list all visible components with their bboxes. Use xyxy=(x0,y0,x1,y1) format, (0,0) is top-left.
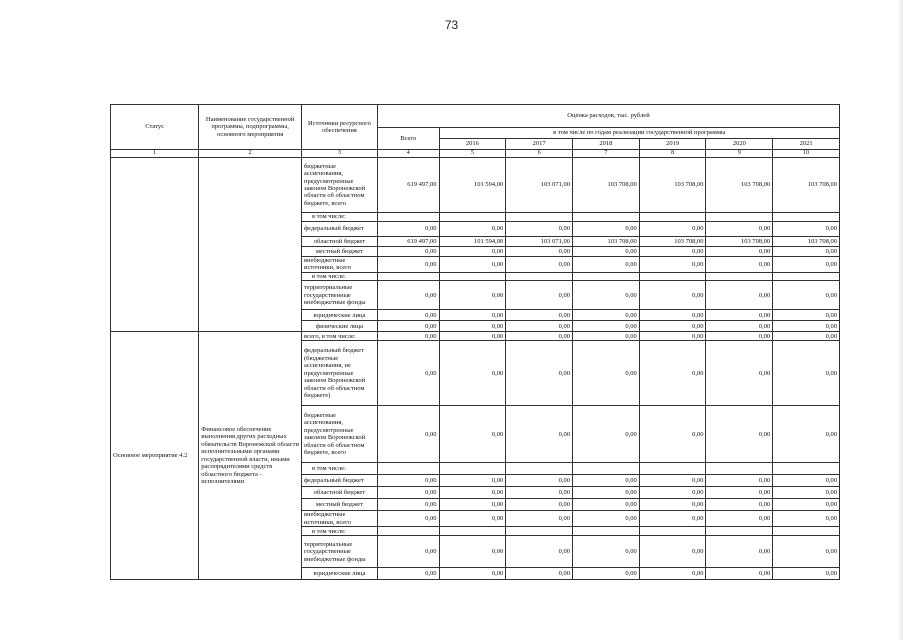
year-value-cell: 0,00 xyxy=(573,536,640,568)
total-cell: 0,00 xyxy=(377,247,439,257)
year-value-cell: 0,00 xyxy=(506,568,573,580)
year-value-cell: 0,00 xyxy=(573,487,640,499)
year-value-cell: 0,00 xyxy=(639,475,706,487)
year-value-cell: 0,00 xyxy=(773,475,840,487)
column-number: 3 xyxy=(301,150,377,158)
year-value-cell: 0,00 xyxy=(639,281,706,310)
total-cell xyxy=(377,527,439,536)
header-year: 2017 xyxy=(506,139,573,150)
year-value-cell: 0,00 xyxy=(506,499,573,511)
year-value-cell: 0,00 xyxy=(439,310,506,321)
year-value-cell: 0,00 xyxy=(706,222,773,237)
year-value-cell: 0,00 xyxy=(506,222,573,237)
budget-table xyxy=(110,104,840,580)
year-value-cell: 0,00 xyxy=(773,568,840,580)
year-value-cell: 0,00 xyxy=(573,281,640,310)
year-value-cell: 0,00 xyxy=(639,487,706,499)
year-value-cell: 0,00 xyxy=(573,475,640,487)
source-cell: в том числе: xyxy=(301,463,377,475)
year-value-cell: 101 594,00 xyxy=(439,237,506,247)
total-cell: 619 497,00 xyxy=(377,158,439,213)
year-value-cell: 0,00 xyxy=(506,536,573,568)
total-cell: 0,00 xyxy=(377,281,439,310)
year-value-cell: 0,00 xyxy=(639,222,706,237)
total-cell: 0,00 xyxy=(377,257,439,273)
header-by-years: в том числе по годам реализации государственной программы xyxy=(439,128,839,139)
year-value-cell: 0,00 xyxy=(573,310,640,321)
year-value-cell: 0,00 xyxy=(773,310,840,321)
name-cell xyxy=(199,158,302,332)
header-total: Всего xyxy=(377,128,439,150)
year-value-cell xyxy=(439,463,506,475)
year-value-cell: 0,00 xyxy=(439,536,506,568)
column-number: 4 xyxy=(377,150,439,158)
source-cell: областной бюджет xyxy=(301,487,377,499)
year-value-cell: 0,00 xyxy=(639,310,706,321)
status-cell xyxy=(111,158,199,332)
year-value-cell: 0,00 xyxy=(506,511,573,527)
header-year: 2020 xyxy=(706,139,773,150)
total-cell: 0,00 xyxy=(377,341,439,406)
year-value-cell xyxy=(439,213,506,222)
year-value-cell: 0,00 xyxy=(773,281,840,310)
year-value-cell: 0,00 xyxy=(573,321,640,332)
table-row xyxy=(111,332,840,341)
year-value-cell: 0,00 xyxy=(773,257,840,273)
year-value-cell: 0,00 xyxy=(639,406,706,463)
year-value-cell: 0,00 xyxy=(506,257,573,273)
total-cell: 0,00 xyxy=(377,487,439,499)
year-value-cell: 0,00 xyxy=(773,332,840,341)
year-value-cell: 0,00 xyxy=(506,247,573,257)
year-value-cell xyxy=(773,463,840,475)
total-cell: 0,00 xyxy=(377,310,439,321)
year-value-cell: 103 071,00 xyxy=(506,158,573,213)
year-value-cell: 103 708,00 xyxy=(773,158,840,213)
year-value-cell: 0,00 xyxy=(773,406,840,463)
upper-block xyxy=(111,158,840,332)
source-cell: территориальные государственные внебюджетные фонды xyxy=(301,281,377,310)
year-value-cell: 0,00 xyxy=(706,475,773,487)
year-value-cell: 0,00 xyxy=(706,511,773,527)
year-value-cell: 0,00 xyxy=(573,406,640,463)
year-value-cell: 0,00 xyxy=(773,536,840,568)
year-value-cell: 0,00 xyxy=(706,321,773,332)
year-value-cell xyxy=(506,272,573,280)
year-value-cell: 0,00 xyxy=(439,281,506,310)
year-value-cell xyxy=(639,272,706,280)
year-value-cell xyxy=(506,213,573,222)
year-value-cell: 103 708,00 xyxy=(773,237,840,247)
year-value-cell: 0,00 xyxy=(639,499,706,511)
year-value-cell xyxy=(639,463,706,475)
year-value-cell xyxy=(439,527,506,536)
year-value-cell: 0,00 xyxy=(439,499,506,511)
year-value-cell: 0,00 xyxy=(439,475,506,487)
year-value-cell: 103 708,00 xyxy=(706,158,773,213)
year-value-cell: 0,00 xyxy=(573,499,640,511)
total-cell: 0,00 xyxy=(377,332,439,341)
year-value-cell: 0,00 xyxy=(506,475,573,487)
page-number: 73 xyxy=(444,18,459,32)
year-value-cell: 0,00 xyxy=(573,341,640,406)
source-cell: внебюджетные источники, всего xyxy=(301,257,377,273)
measure-status: Основное мероприятие 4.2 xyxy=(111,332,199,580)
year-value-cell: 0,00 xyxy=(773,321,840,332)
header-sources: Источники ресурсного обеспечения xyxy=(301,105,377,150)
year-value-cell xyxy=(773,527,840,536)
source-cell: юридические лица xyxy=(301,568,377,580)
header-estimate: Оценка расходов, тыс. рублей xyxy=(377,105,839,128)
year-value-cell xyxy=(706,463,773,475)
year-value-cell: 0,00 xyxy=(439,341,506,406)
total-cell: 0,00 xyxy=(377,511,439,527)
year-value-cell xyxy=(439,272,506,280)
table-row xyxy=(111,158,840,213)
year-value-cell: 0,00 xyxy=(639,511,706,527)
year-value-cell: 0,00 xyxy=(706,247,773,257)
total-cell: 0,00 xyxy=(377,475,439,487)
column-number: 5 xyxy=(439,150,506,158)
year-value-cell: 0,00 xyxy=(639,247,706,257)
column-number: 7 xyxy=(573,150,640,158)
year-value-cell: 0,00 xyxy=(639,321,706,332)
column-number: 1 xyxy=(111,150,199,158)
year-value-cell: 0,00 xyxy=(639,257,706,273)
source-cell: в том числе: xyxy=(301,272,377,280)
source-cell: территориальные государственные внебюджетные фонды xyxy=(301,536,377,568)
year-value-cell: 0,00 xyxy=(573,568,640,580)
source-cell: физические лица xyxy=(301,321,377,332)
year-value-cell: 0,00 xyxy=(506,341,573,406)
year-value-cell: 0,00 xyxy=(773,247,840,257)
year-value-cell xyxy=(639,213,706,222)
year-value-cell: 0,00 xyxy=(639,568,706,580)
year-value-cell: 0,00 xyxy=(506,332,573,341)
year-value-cell: 0,00 xyxy=(506,321,573,332)
source-cell: местный бюджет xyxy=(301,247,377,257)
year-value-cell xyxy=(573,527,640,536)
year-value-cell: 0,00 xyxy=(773,341,840,406)
year-value-cell xyxy=(639,527,706,536)
year-value-cell: 103 708,00 xyxy=(573,158,640,213)
measure-block xyxy=(111,332,840,580)
header-year: 2018 xyxy=(573,139,640,150)
column-number: 2 xyxy=(199,150,302,158)
year-value-cell: 0,00 xyxy=(706,281,773,310)
scan-edge xyxy=(897,0,903,640)
year-value-cell xyxy=(773,272,840,280)
column-number: 10 xyxy=(773,150,840,158)
year-value-cell xyxy=(506,527,573,536)
year-value-cell: 0,00 xyxy=(706,310,773,321)
year-value-cell: 0,00 xyxy=(706,341,773,406)
year-value-cell: 0,00 xyxy=(706,499,773,511)
year-value-cell: 0,00 xyxy=(573,511,640,527)
source-cell: федеральный бюджет xyxy=(301,222,377,237)
total-cell: 0,00 xyxy=(377,321,439,332)
source-cell: местный бюджет xyxy=(301,499,377,511)
year-value-cell: 101 594,00 xyxy=(439,158,506,213)
year-value-cell xyxy=(506,463,573,475)
total-cell xyxy=(377,272,439,280)
year-value-cell: 0,00 xyxy=(639,536,706,568)
source-cell: федеральный бюджет (бюджетные ассигнования, не предусмотренные законом Воронежской области об областном бюджете) xyxy=(301,341,377,406)
total-cell xyxy=(377,463,439,475)
year-value-cell xyxy=(706,527,773,536)
year-value-cell: 0,00 xyxy=(439,321,506,332)
year-value-cell: 0,00 xyxy=(506,281,573,310)
column-number: 9 xyxy=(706,150,773,158)
header-year: 2016 xyxy=(439,139,506,150)
measure-name: Финансовое обеспечение выполнения других расходных обязательств Воронежской области исполнительными органами государственной власти, иными распорядителями средств областного бюджета - исполнителями xyxy=(199,332,302,580)
total-cell: 619 497,00 xyxy=(377,237,439,247)
header-status: Статус xyxy=(111,105,199,150)
year-value-cell: 0,00 xyxy=(706,332,773,341)
year-value-cell: 0,00 xyxy=(706,487,773,499)
year-value-cell: 0,00 xyxy=(506,406,573,463)
column-number: 8 xyxy=(639,150,706,158)
year-value-cell: 0,00 xyxy=(439,332,506,341)
source-cell: бюджетные ассигнования, предусмотренные законом Воронежской области об областном бюджете, всего xyxy=(301,158,377,213)
year-value-cell: 0,00 xyxy=(439,568,506,580)
year-value-cell: 0,00 xyxy=(773,487,840,499)
year-value-cell xyxy=(573,463,640,475)
source-cell: в том числе: xyxy=(301,527,377,536)
year-value-cell: 0,00 xyxy=(773,499,840,511)
year-value-cell: 0,00 xyxy=(439,511,506,527)
source-cell: бюджетные ассигнования, предусмотренные законом Воронежской области об областном бюджете, всего xyxy=(301,406,377,463)
column-number: 6 xyxy=(506,150,573,158)
year-value-cell: 103 708,00 xyxy=(639,158,706,213)
year-value-cell: 0,00 xyxy=(706,536,773,568)
year-value-cell: 0,00 xyxy=(506,487,573,499)
year-value-cell: 0,00 xyxy=(773,222,840,237)
header-year: 2021 xyxy=(773,139,840,150)
year-value-cell: 103 708,00 xyxy=(639,237,706,247)
year-value-cell: 0,00 xyxy=(773,511,840,527)
year-value-cell: 0,00 xyxy=(439,257,506,273)
year-value-cell: 0,00 xyxy=(439,247,506,257)
source-cell: федеральный бюджет xyxy=(301,475,377,487)
year-value-cell: 0,00 xyxy=(639,332,706,341)
year-value-cell: 103 071,00 xyxy=(506,237,573,247)
total-cell: 0,00 xyxy=(377,406,439,463)
source-cell: юридические лица xyxy=(301,310,377,321)
year-value-cell: 0,00 xyxy=(439,487,506,499)
year-value-cell: 0,00 xyxy=(573,247,640,257)
year-value-cell: 0,00 xyxy=(439,406,506,463)
year-value-cell: 103 708,00 xyxy=(573,237,640,247)
total-cell xyxy=(377,213,439,222)
total-cell: 0,00 xyxy=(377,222,439,237)
year-value-cell xyxy=(706,213,773,222)
total-cell: 0,00 xyxy=(377,536,439,568)
source-cell: внебюджетные источники, всего xyxy=(301,511,377,527)
year-value-cell: 0,00 xyxy=(573,332,640,341)
header-year: 2019 xyxy=(639,139,706,150)
source-cell: в том числе: xyxy=(301,213,377,222)
year-value-cell: 0,00 xyxy=(706,257,773,273)
year-value-cell: 0,00 xyxy=(439,222,506,237)
year-value-cell: 0,00 xyxy=(573,222,640,237)
year-value-cell xyxy=(573,272,640,280)
year-value-cell xyxy=(773,213,840,222)
year-value-cell: 0,00 xyxy=(706,406,773,463)
year-value-cell: 0,00 xyxy=(506,310,573,321)
year-value-cell: 0,00 xyxy=(573,257,640,273)
year-value-cell xyxy=(573,213,640,222)
year-value-cell: 0,00 xyxy=(639,341,706,406)
source-cell: областной бюджет xyxy=(301,237,377,247)
year-value-cell: 103 708,00 xyxy=(706,237,773,247)
header-name: Наименование государственной программы, подпрограммы, основного мероприятия xyxy=(199,105,302,150)
source-cell: всего, в том числе: xyxy=(301,332,377,341)
year-value-cell xyxy=(706,272,773,280)
total-cell: 0,00 xyxy=(377,568,439,580)
total-cell: 0,00 xyxy=(377,499,439,511)
year-value-cell: 0,00 xyxy=(706,568,773,580)
